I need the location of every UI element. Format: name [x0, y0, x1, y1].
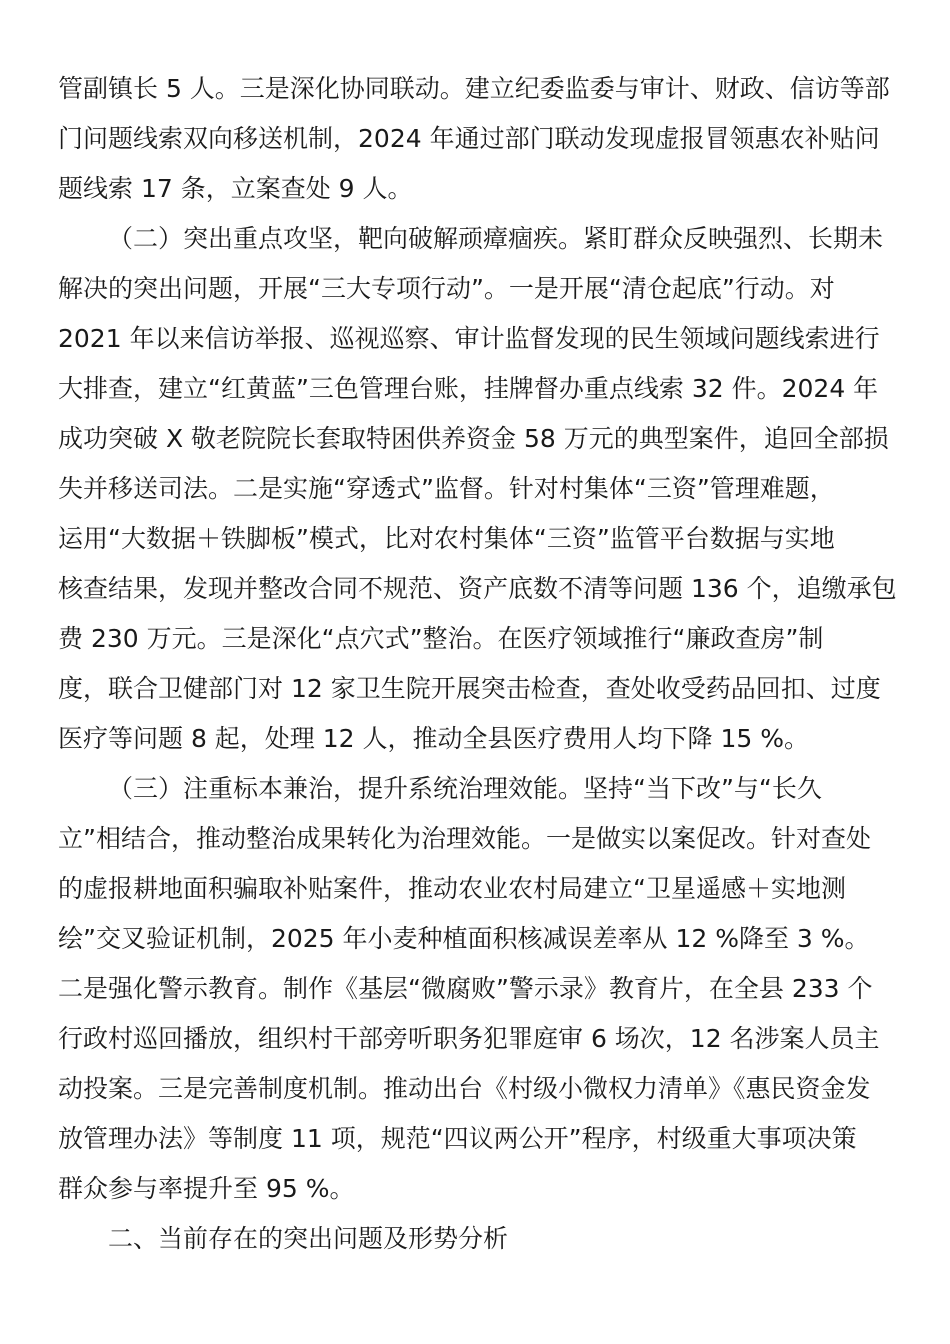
text-line: 成功突破 X 敬老院院长套取特困供养资金 58 万元的典型案件，追回全部损	[58, 424, 889, 453]
text-line: 门问题线索双向移送机制，2024 年通过部门联动发现虚报冒领惠农补贴问	[58, 124, 880, 153]
paragraph-heading-line: （二）突出重点攻坚，靶向破解顽瘴痼疾。紧盯群众反映强烈、长期未	[108, 224, 884, 253]
paragraph-heading-line: （三）注重标本兼治，提升系统治理效能。坚持“当下改”与“长久	[108, 774, 822, 803]
text-line: 失并移送司法。二是实施“穿透式”监督。针对村集体“三资”管理难题，	[58, 474, 835, 503]
text-line: 绘”交叉验证机制，2025 年小麦种植面积核减误差率从 12 %降至 3 %。	[58, 924, 870, 953]
text-line: 题线索 17 条，立案查处 9 人。	[58, 174, 413, 203]
text-line: 2021 年以来信访举报、巡视巡察、审计监督发现的民生领域问题线索进行	[58, 324, 880, 353]
text-line: 大排查，建立“红黄蓝”三色管理台账，挂牌督办重点线索 32 件。2024 年	[58, 374, 879, 403]
text-line: 解决的突出问题，开展“三大专项行动”。一是开展“清仓起底”行动。对	[58, 274, 835, 303]
text-line: 动投案。三是完善制度机制。推动出台《村级小微权力清单》《惠民资金发	[58, 1074, 871, 1103]
text-line: 群众参与率提升至 95 %。	[58, 1174, 355, 1203]
text-line: 放管理办法》等制度 11 项，规范“四议两公开”程序，村级重大事项决策	[58, 1124, 857, 1153]
text-line: 度，联合卫健部门对 12 家卫生院开展突击检查，查处收受药品回扣、过度	[58, 674, 881, 703]
text-line: 管副镇长 5 人。三是深化协同联动。建立纪委监委与审计、财政、信访等部	[58, 74, 890, 103]
text-line: 核查结果，发现并整改合同不规范、资产底数不清等问题 136 个，追缴承包	[58, 574, 897, 603]
text-line: 立”相结合，推动整治成果转化为治理效能。一是做实以案促改。针对查处	[58, 824, 871, 853]
text-line: 行政村巡回播放，组织村干部旁听职务犯罪庭审 6 场次，12 名涉案人员主	[58, 1024, 880, 1053]
text-line: 的虚报耕地面积骗取补贴案件，推动农业农村局建立“卫星遥感＋实地测	[58, 874, 846, 903]
text-line: 医疗等问题 8 起，处理 12 人，推动全县医疗费用人均下降 15 %。	[58, 724, 809, 753]
text-line: 二是强化警示教育。制作《基层“微腐败”警示录》教育片，在全县 233 个	[58, 974, 873, 1003]
text-line: 运用“大数据＋铁脚板”模式，比对农村集体“三资”监管平台数据与实地	[58, 524, 835, 553]
text-line: 费 230 万元。三是深化“点穴式”整治。在医疗领域推行“廉政查房”制	[58, 624, 824, 653]
section-heading: 二、当前存在的突出问题及形势分析	[108, 1224, 509, 1253]
